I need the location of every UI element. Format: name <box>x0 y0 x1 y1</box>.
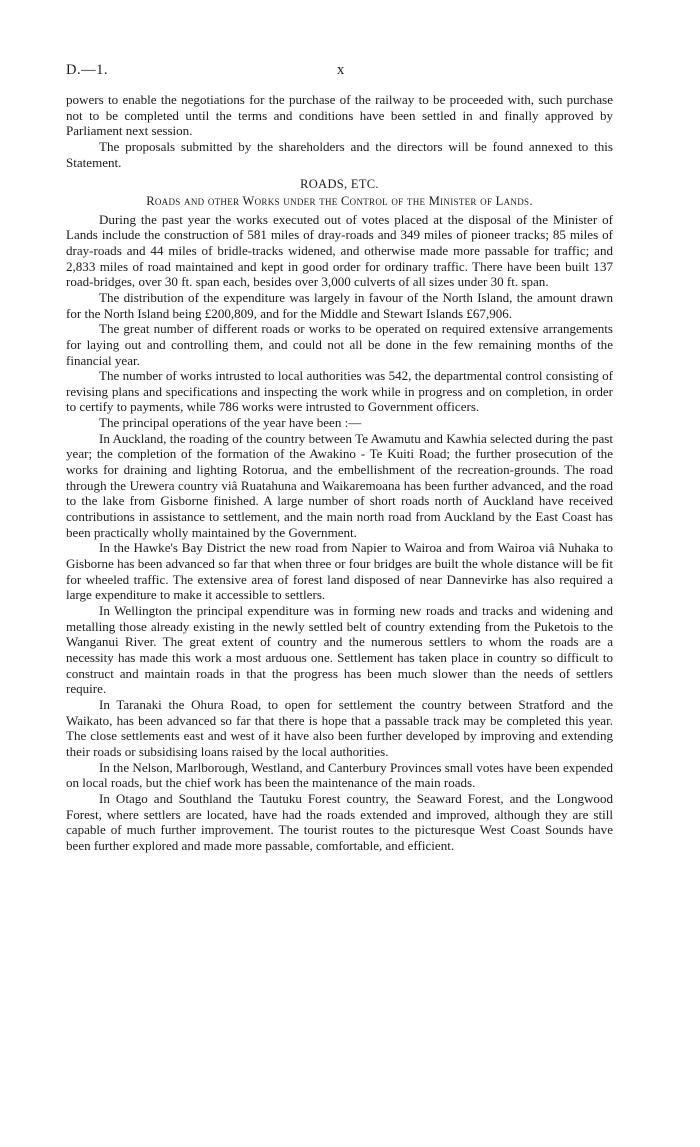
paragraph-nelson-marlborough: In the Nelson, Marlborough, Westland, and Canterbury Provinces small votes have been expended on local roads, but the chief work has been the maintenance of the main roads. <box>66 759 613 791</box>
paragraph-proposals: The proposals submitted by the shareholders and the directors will be found annexed to this Statement. <box>66 138 613 170</box>
page-number: x <box>337 62 345 78</box>
document-body <box>66 92 613 854</box>
paragraph-local-authorities: The number of works intrusted to local authorities was 542, the departmental control consisting of revising plans and specifications and inspecting the work while in progress and on completion, in order to certify to payments, while 786 works were intrusted to Government officers. <box>66 368 613 415</box>
paragraph-wellington: In Wellington the principal expenditure was in forming new roads and tracks and widening and metalling those already existing in the newly settled belt of country extending from the Puketois to the Wanganui River. The great extent of country and the numerous settlers to whom the roads are a necessity has made this work a most arduous one. Settlement has taken place in country so difficult to construct and maintain roads in that the progress has been much slower than the needs of settlers require. <box>66 603 613 697</box>
subsection-title: Roads and other Works under the Control of the Minister of Lands. <box>146 193 533 208</box>
paragraph-continued: powers to enable the negotiations for the purchase of the railway to be proceeded with, such purchase not to be completed until the terms and conditions have been settled in and finally approved by Parliament next session. <box>66 92 613 139</box>
paragraph-principal-operations: The principal operations of the year have been :— <box>99 415 362 431</box>
section-title: ROADS, ETC. <box>300 177 379 192</box>
page-header <box>66 62 613 82</box>
paragraph-otago-southland: In Otago and Southland the Tautuku Forest country, the Seaward Forest, and the Longwood Forest, where settlers are located, have had the roads extended and improved, although they are still capable of much further improvement. The tourist routes to the picturesque West Coast Sounds have been further explored and made more passable, comfortable, and efficient. <box>66 790 613 853</box>
paragraph-hawkes-bay: In the Hawke's Bay District the new road from Napier to Wairoa and from Wairoa viâ Nuhaka to Gisborne has been advanced so far that when three or four bridges are built the whole distance will be fit for wheeled traffic. The extensive area of forest land disposed of near Dannevirke has also required a large expenditure to make it accessible to settlers. <box>66 540 613 603</box>
document-reference: D.—1. <box>66 62 108 78</box>
paragraph-taranaki: In Taranaki the Ohura Road, to open for settlement the country between Stratford and the Waikato, has been advanced so far that there is hope that a passable track may be completed this year. The close settlements east and west of it have also been further developed by improving and extending their roads or subsidising loans raised by the local authorities. <box>66 696 613 759</box>
paragraph-expenditure-distribution: The distribution of the expenditure was largely in favour of the North Island, the amount drawn for the North Island being £200,809, and for the Middle and Stewart Islands £67,906. <box>66 289 613 321</box>
paragraph-auckland: In Auckland, the roading of the country between Te Awamutu and Kawhia selected during the past year; the completion of the formation of the Awakino - Te Kuiti Road; the further prosecution of the works for draining and lighting Rotorua, and the embellishment of the recreation-grounds. The road through the Urewera country viâ Ruatahuna and Waikaremoana has been further advanced, and the road to the lake from Gisborne finished. A large number of short roads north of Auckland have received contributions in assistance to settlement, and the main north road from Auckland by the East Coast has been practically wholly maintained by the Government. <box>66 430 613 540</box>
paragraph-works-summary: During the past year the works executed out of votes placed at the disposal of the Minister of Lands include the construction of 581 miles of dray-roads and 349 miles of pioneer tracks; 85 miles of dray-roads and 44 miles of bridle-tracks widened, and otherwise made more passable for traffic; and 2,833 miles of road maintained and kept in good order for ordinary traffic. There have been built 137 road-bridges, over 30 ft. span each, besides over 3,000 culverts of all sizes under 30 ft. span. <box>66 211 613 290</box>
paragraph-arrangements: The great number of different roads or works to be operated on required extensive arrangements for laying out and controlling them, and could not all be done in the few remaining months of the financial year. <box>66 321 613 368</box>
